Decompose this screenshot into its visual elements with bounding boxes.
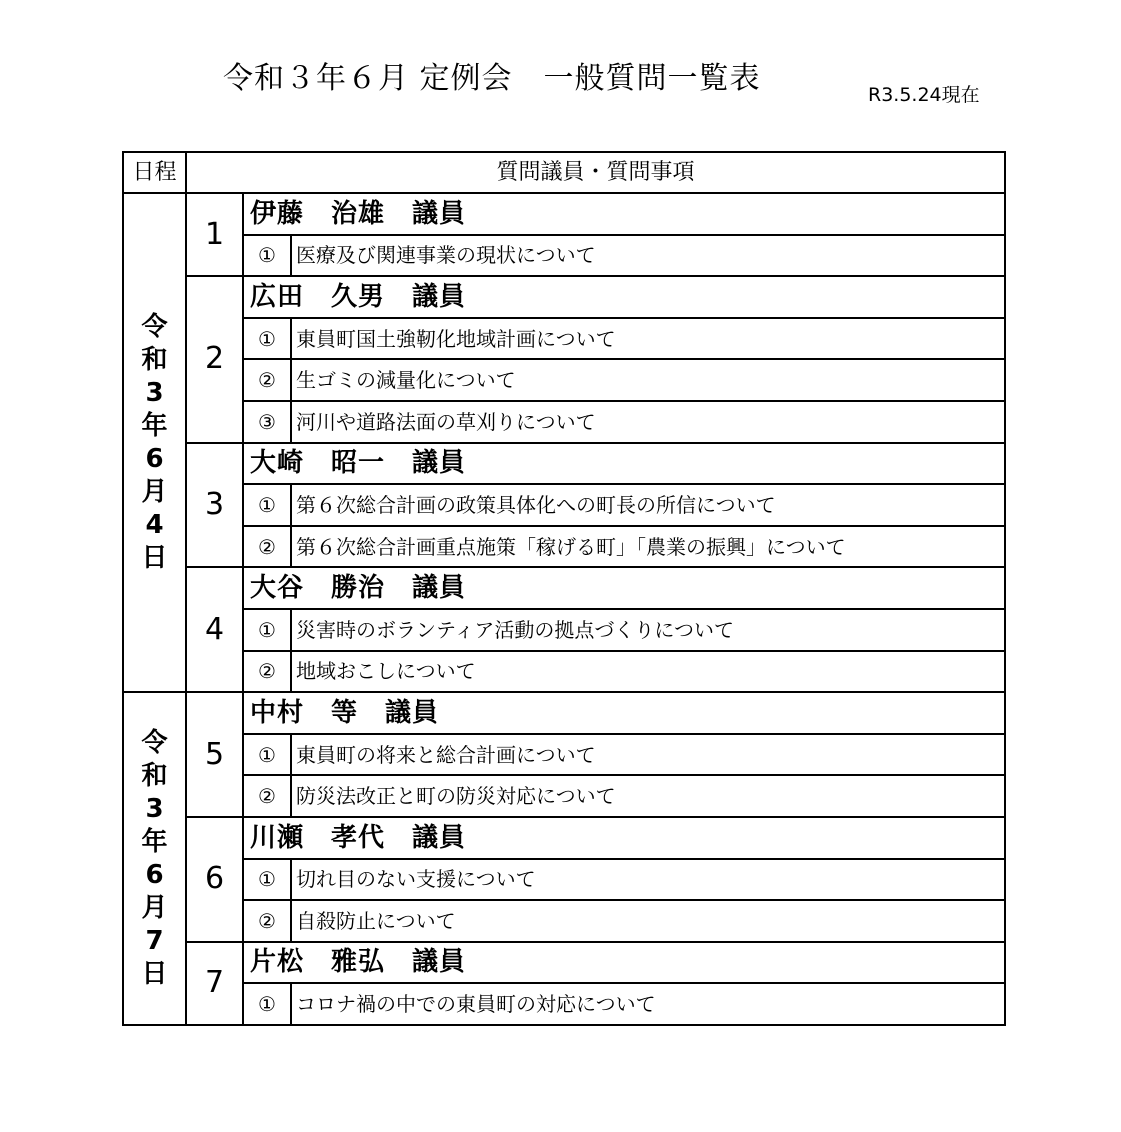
member-number: 5	[186, 692, 243, 817]
page-title: 令和３年６月 定例会 一般質問一覧表	[223, 61, 761, 96]
topic-text: 切れ目のない支援について	[291, 859, 1005, 901]
member-number: 3	[186, 443, 243, 568]
topic-mark: ①	[243, 318, 291, 360]
as-of-date: R3.5.24現在	[868, 84, 980, 106]
topic-text: 自殺防止について	[291, 900, 1005, 942]
topic-mark: ①	[243, 859, 291, 901]
topic-row	[123, 983, 1005, 1025]
topic-text: 第６次総合計画重点施策「稼げる町」「農業の振興」について	[291, 526, 1005, 568]
table-header-row	[123, 152, 1005, 193]
topic-row	[123, 401, 1005, 443]
topic-mark: ②	[243, 775, 291, 817]
topic-row	[123, 318, 1005, 360]
topic-mark: ②	[243, 359, 291, 401]
topic-text: コロナ禍の中での東員町の対応について	[291, 983, 1005, 1025]
topic-text: 河川や道路法面の草刈りについて	[291, 401, 1005, 443]
topic-row	[123, 235, 1005, 277]
member-row	[123, 276, 1005, 318]
member-name: 中村 等 議員	[243, 692, 1005, 734]
member-name: 大谷 勝治 議員	[243, 567, 1005, 609]
date-label: 令 和 3 年 6 月 7 日	[141, 727, 168, 989]
topic-mark: ③	[243, 401, 291, 443]
question-table-container	[122, 151, 1004, 1025]
member-name: 川瀬 孝代 議員	[243, 817, 1005, 859]
topic-row	[123, 900, 1005, 942]
topic-mark: ①	[243, 609, 291, 651]
topic-row	[123, 359, 1005, 401]
topic-row	[123, 859, 1005, 901]
topic-row	[123, 609, 1005, 651]
topic-mark: ②	[243, 900, 291, 942]
topic-row	[123, 651, 1005, 693]
member-number: 1	[186, 193, 243, 276]
member-number: 7	[186, 942, 243, 1025]
topic-mark: ①	[243, 734, 291, 776]
topic-row	[123, 734, 1005, 776]
topic-mark: ②	[243, 526, 291, 568]
topic-mark: ①	[243, 235, 291, 277]
topic-text: 防災法改正と町の防災対応について	[291, 775, 1005, 817]
topic-text: 東員町の将来と総合計画について	[291, 734, 1005, 776]
topic-row	[123, 484, 1005, 526]
member-name: 片松 雅弘 議員	[243, 942, 1005, 984]
topic-text: 第６次総合計画の政策具体化への町長の所信について	[291, 484, 1005, 526]
topic-mark: ②	[243, 651, 291, 693]
topic-text: 東員町国土強靭化地域計画について	[291, 318, 1005, 360]
member-number: 6	[186, 817, 243, 942]
date-cell-day2	[123, 692, 186, 1025]
member-number: 2	[186, 276, 243, 442]
date-cell-day1	[123, 193, 186, 692]
topic-text: 災害時のボランティア活動の拠点づくりについて	[291, 609, 1005, 651]
topic-text: 医療及び関連事業の現状について	[291, 235, 1005, 277]
topic-text: 生ゴミの減量化について	[291, 359, 1005, 401]
topic-row	[123, 775, 1005, 817]
topic-text: 地域おこしについて	[291, 651, 1005, 693]
member-name: 広田 久男 議員	[243, 276, 1005, 318]
member-row	[123, 817, 1005, 859]
member-row	[123, 692, 1005, 734]
topic-mark: ①	[243, 484, 291, 526]
member-number: 4	[186, 567, 243, 692]
member-row	[123, 942, 1005, 984]
member-row	[123, 443, 1005, 485]
date-label: 令 和 3 年 6 月 4 日	[141, 311, 168, 573]
topic-row	[123, 526, 1005, 568]
topic-mark: ①	[243, 983, 291, 1025]
header-schedule: 日程	[123, 152, 186, 193]
header-members-topics: 質問議員・質問事項	[186, 152, 1005, 193]
question-table	[122, 151, 1006, 1026]
member-row	[123, 193, 1005, 235]
member-row	[123, 567, 1005, 609]
member-name: 伊藤 治雄 議員	[243, 193, 1005, 235]
member-name: 大崎 昭一 議員	[243, 443, 1005, 485]
